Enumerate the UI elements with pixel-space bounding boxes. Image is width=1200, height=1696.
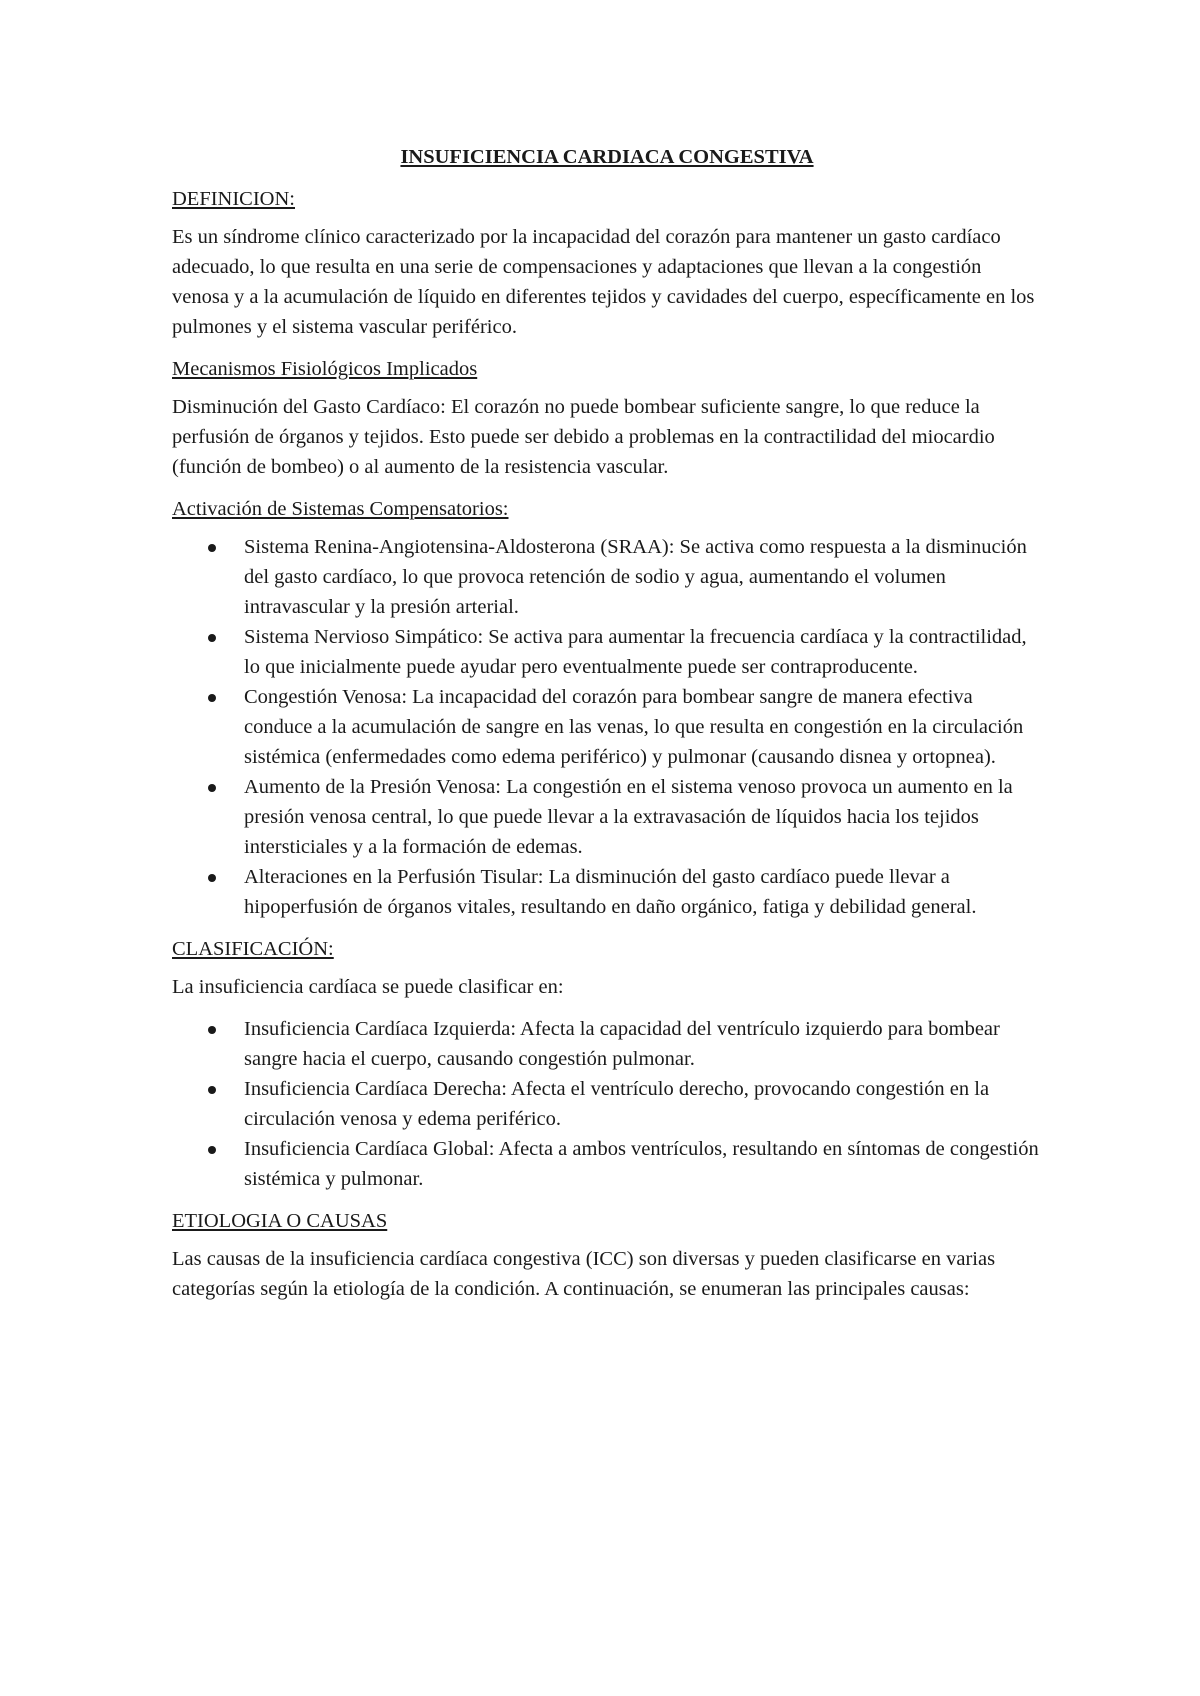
bullet-icon [208, 874, 216, 882]
list-item [172, 682, 1042, 772]
bullet-icon [208, 784, 216, 792]
list-item [172, 532, 1042, 622]
bullet-icon [208, 1146, 216, 1154]
bullet-icon [208, 634, 216, 642]
bullet-icon [208, 1026, 216, 1034]
mechanisms-paragraph: Disminución del Gasto Cardíaco: El corazón no puede bombear suficiente sangre, lo que reduce la perfusión de órganos y tejidos. Esto puede ser debido a problemas en la contractilidad del miocardio (función de bombeo) o al aumento de la resistencia vascular. [172, 396, 995, 478]
classification-heading: CLASIFICACIÓN: [172, 938, 334, 960]
list-item [172, 622, 1042, 682]
list-item-text: Aumento de la Presión Venosa: La congestión en el sistema venoso provoca un aumento en la presión venosa central, lo que puede llevar a la extravasación de líquidos hacia los tejidos intersticiales y a la formación de edemas. [244, 776, 1013, 858]
bullet-icon [208, 544, 216, 552]
list-item [172, 1134, 1042, 1194]
list-item-text: Sistema Nervioso Simpático: Se activa para aumentar la frecuencia cardíaca y la contractilidad, lo que inicialmente puede ayudar pero eventualmente puede ser contraproducente. [244, 626, 1027, 678]
list-item-text: Insuficiencia Cardíaca Global: Afecta a ambos ventrículos, resultando en síntomas de congestión sistémica y pulmonar. [244, 1138, 1039, 1190]
list-item-text: Insuficiencia Cardíaca Izquierda: Afecta la capacidad del ventrículo izquierdo para bombear sangre hacia el cuerpo, causando congestión pulmonar. [244, 1018, 1000, 1070]
document-title: INSUFICIENCIA CARDIACA CONGESTIVA [400, 146, 814, 168]
document-content [172, 142, 1042, 1316]
classification-list [172, 1014, 1042, 1194]
list-item [172, 862, 1042, 922]
compensatory-heading: Activación de Sistemas Compensatorios: [172, 498, 509, 520]
list-item-text: Alteraciones en la Perfusión Tisular: La disminución del gasto cardíaco puede llevar a hipoperfusión de órganos vitales, resultando en daño orgánico, fatiga y debilidad general. [244, 866, 977, 918]
etiology-heading: ETIOLOGIA O CAUSAS [172, 1210, 388, 1232]
classification-intro: La insuficiencia cardíaca se puede clasificar en: [172, 976, 564, 998]
bullet-icon [208, 694, 216, 702]
definition-paragraph: Es un síndrome clínico caracterizado por la incapacidad del corazón para mantener un gasto cardíaco adecuado, lo que resulta en una serie de compensaciones y adaptaciones que llevan a la congestión venosa y a la acumulación de líquido en diferentes tejidos y cavidades del cuerpo, específicamente en los pulmones y el sistema vascular periférico. [172, 226, 1035, 338]
list-item-text: Congestión Venosa: La incapacidad del corazón para bombear sangre de manera efectiva conduce a la acumulación de sangre en las venas, lo que resulta en congestión en la circulación sistémica (enfermedades como edema periférico) y pulmonar (causando disnea y ortopnea). [244, 686, 1024, 768]
list-item-text: Sistema Renina-Angiotensina-Aldosterona (SRAA): Se activa como respuesta a la disminución del gasto cardíaco, lo que provoca retención de sodio y agua, aumentando el volumen intravascular y la presión arterial. [244, 536, 1027, 618]
list-item-text: Insuficiencia Cardíaca Derecha: Afecta el ventrículo derecho, provocando congestión en la circulación venosa y edema periférico. [244, 1078, 990, 1130]
etiology-paragraph: Las causas de la insuficiencia cardíaca congestiva (ICC) son diversas y pueden clasificarse en varias categorías según la etiología de la condición. A continuación, se enumeran las principales causas: [172, 1248, 996, 1300]
compensatory-list [172, 532, 1042, 922]
definition-heading: DEFINICION: [172, 188, 295, 210]
list-item [172, 772, 1042, 862]
bullet-icon [208, 1086, 216, 1094]
mechanisms-heading: Mecanismos Fisiológicos Implicados [172, 358, 478, 380]
list-item [172, 1074, 1042, 1134]
list-item [172, 1014, 1042, 1074]
